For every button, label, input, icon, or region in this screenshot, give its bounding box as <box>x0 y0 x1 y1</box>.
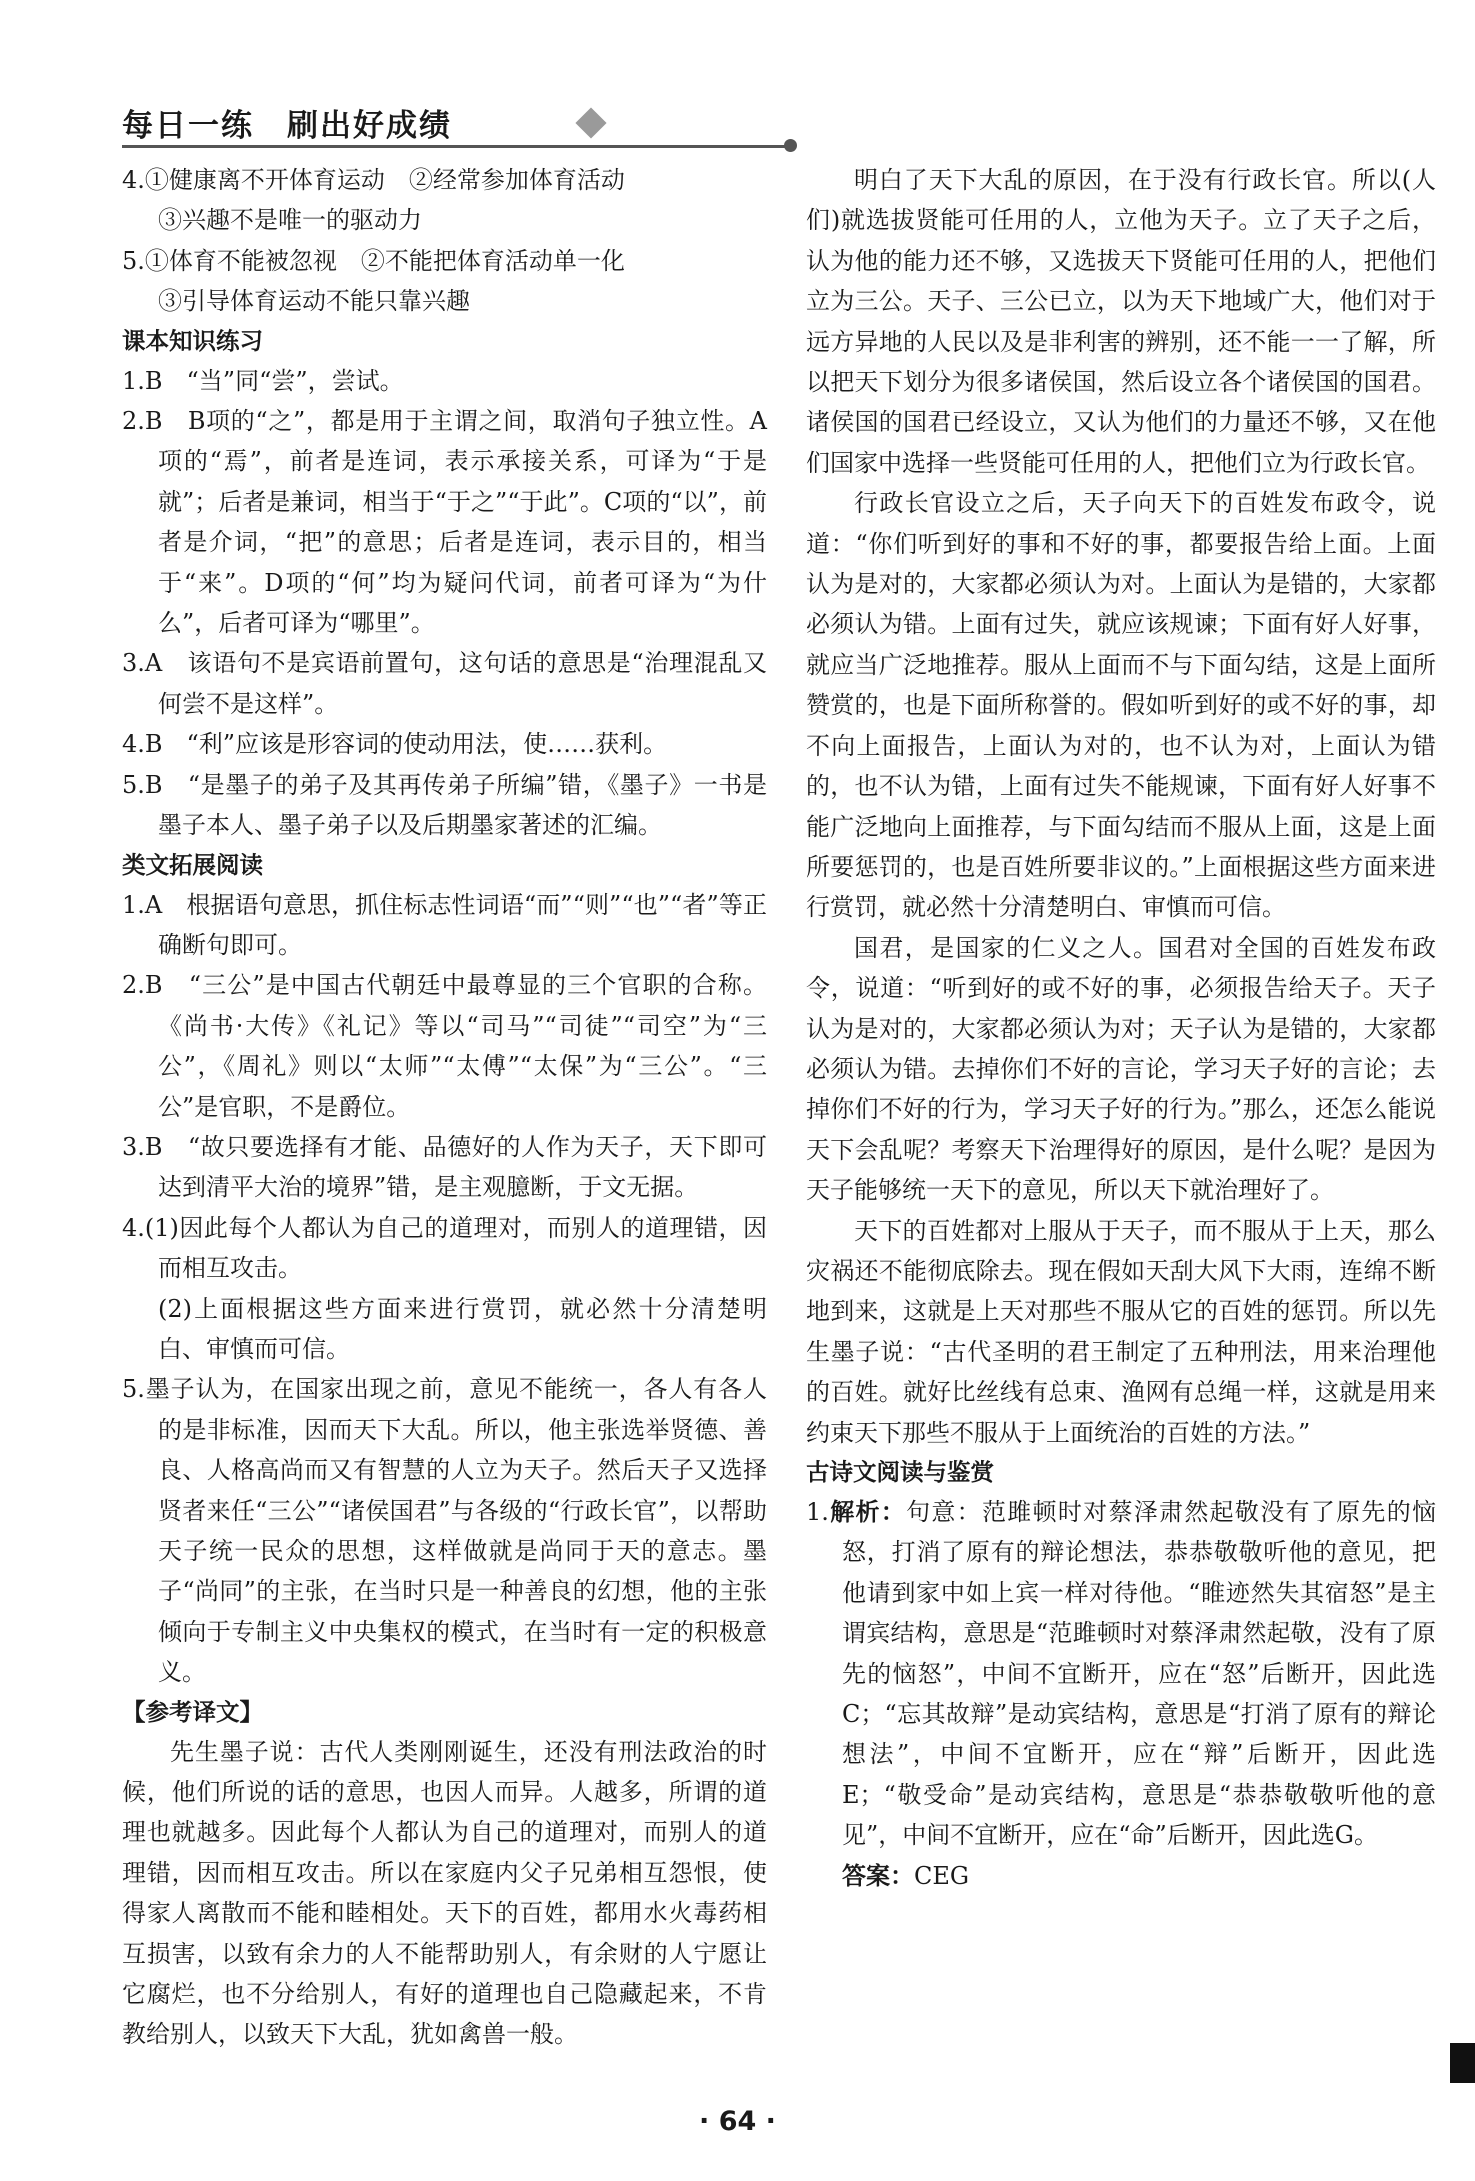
answer-q5: 5.①体育不能被忽视 ②不能把体育活动单一化 <box>122 246 625 275</box>
section-heading-extended: 类文拓展阅读 <box>122 850 263 879</box>
extended-answer-4-1: 4.(1)因此每个人都认为自己的道理对，而别人的道理错，因而相互攻击。 <box>122 1213 767 1283</box>
section-heading-poetry: 古诗文阅读与鉴赏 <box>806 1458 994 1486</box>
translation-paragraph-5: 天下的百姓都对上服从于天子，而不服从于上天，那么灾祸还不能彻底除去。现在假如天刮大风下大雨，连绵不断地到来，这就是上天对那些不服从它的百姓的惩罚。所以先生墨子说：“古代圣明的君王制定了五种刑法，用来治理他的百姓。就好比丝线有总束、渔网有总绳一样，这就是用来约束天下那些不服从于上面统治的百姓的方法。” <box>806 1216 1436 1447</box>
extended-answer-4-2: (2)上面根据这些方面来进行赏罚，就必然十分清楚明白、审慎而可信。 <box>158 1294 767 1363</box>
extended-answer-3: 3.B “故只要选择有才能、品德好的人作为天子，天下即可达到清平大治的境界”错，是主观臆断，于文无据。 <box>122 1132 767 1202</box>
header-rule <box>122 145 792 148</box>
analysis-text: 句意：范雎顿时对蔡泽肃然起敬没有了原先的恼怒，打消了原有的辩论想法，恭恭敬敬听他的意见，把他请到家中如上宾一样对待他。“睢迹然失其宿怒”是主谓宾结构，意思是“范雎顿时对蔡泽肃然起敬，没有了原先的恼怒”，中间不宜断开，应在“怒”后断开，因此选C；“忘其故辩”是动宾结构，意思是“打消了原有的辩论想法”，中间不宜断开，应在“辩”后断开，因此选E；“敬受命”是动宾结构，意思是“恭恭敬敬听他的意见”，中间不宜断开，应在“命”后断开，因此选G。 <box>842 1498 1437 1850</box>
poetry-answer-key <box>806 1856 1436 1896</box>
answer-q5-cont: ③引导体育运动不能只靠兴趣 <box>158 287 470 316</box>
translation-paragraph-3: 行政长官设立之后，天子向天下的百姓发布政令，说道：“你们听到好的事和不好的事，都要报告给上面。上面认为是对的，大家都必须认为对。上面认为是错的，大家都必须认为错。上面有过失，就应该规谏；下面有好人好事，就应当广泛地推荐。服从上面而不与下面勾结，这是上面所赞赏的，也是下面所称誉的。假如听到好的或不好的事，却不向上面报告，上面认为对的，也不认为对，上面认为错的，也不认为错，上面有过失不能规谏，下面有好人好事不能广泛地向上面推荐，与下面勾结而不服从上面，这是上面所要惩罚的，也是百姓所要非议的。”上面根据这些方面来进行赏罚，就必然十分清楚明白、审慎而可信。 <box>806 489 1436 922</box>
page-header <box>122 100 802 150</box>
translation-paragraph-2: 明白了天下大乱的原因，在于没有行政长官。所以(人们)就选拔贤能可任用的人，立他为天子。立了天子之后，认为他的能力还不够，又选拔天下贤能可任用的人，把他们立为三公。天子、三公已立，以为天下地域广大，他们对于远方异地的人民以及是非利害的辨别，还不能一一了解，所以把天下划分为很多诸侯国，然后设立各个诸侯国的国君。诸侯国的国君已经设立，又认为他们的力量还不够，又在他们国家中选择一些贤能可任用的人，把他们立为行政长官。 <box>806 166 1436 477</box>
answer-label: 答案： <box>842 1861 914 1890</box>
analysis-label: 解析： <box>828 1498 907 1526</box>
textbook-answer-3: 3.A 该语句不是宾语前置句，这句话的意思是“治理混乱又何尝不是这样”。 <box>122 649 767 718</box>
poetry-answer-1 <box>806 1492 1436 1856</box>
reference-translation-heading: 【参考译文】 <box>122 1697 263 1726</box>
right-column <box>806 160 1436 1896</box>
answer-text: CEG <box>914 1861 970 1890</box>
header-title: 每日一练 刷出好成绩 <box>122 108 452 144</box>
translation-paragraph-4: 国君，是国家的仁义之人。国君对全国的百姓发布政令，说道：“听到好的或不好的事，必须报告给天子。天子认为是对的，大家都必须认为对；天子认为是错的，大家都必须认为错。去掉你们不好的言论，学习天子好的言论；去掉你们不好的行为，学习天子好的行为。”那么，还怎么能说天下会乱呢？考察天下治理得好的原因，是什么呢？是因为天子能够统一天下的意见，所以天下就治理好了。 <box>806 933 1436 1205</box>
diamond-icon <box>575 107 606 138</box>
extended-answer-5: 5.墨子认为，在国家出现之前，意见不能统一，各人有各人的是非标准，因而天下大乱。所以，他主张选举贤德、善良、人格高尚而又有智慧的人立为天子。然后天子又选择贤者来任“三公”“诸侯国君”与各级的“行政长官”，以帮助天子统一民众的思想，这样做就是尚同于天的意志。墨子“尚同”的主张，在当时只是一种善良的幻想，他的主张倾向于专制主义中央集权的模式，在当时有一定的积极意义。 <box>122 1375 767 1687</box>
section-heading-textbook: 课本知识练习 <box>122 326 263 355</box>
textbook-answer-1: 1.B “当”同“尝”，尝试。 <box>122 366 404 395</box>
translation-paragraph-1: 先生墨子说：古代人类刚刚诞生，还没有刑法政治的时候，他们所说的话的意思，也因人而异。人越多，所谓的道理也就越多。因此每个人都认为自己的道理对，而别人的道理错，因而相互攻击。所以在家庭内父子兄弟相互怨恨，使得家人离散而不能和睦相处。天下的百姓，都用水火毒药相互损害，以致有余力的人不能帮助别人，有余财的人宁愿让它腐烂，也不分给别人，有好的道理也自己隐藏起来，不肯教给别人，以致天下大乱，犹如禽兽一般。 <box>122 1737 767 2049</box>
extended-answer-2: 2.B “三公”是中国古代朝廷中最尊显的三个官职的合称。《尚书·大传》《礼记》等以“司马”“司徒”“司空”为“三公”，《周礼》则以“太师”“太傅”“太保”为“三公”。“三公”是官职，不是爵位。 <box>122 971 767 1121</box>
page-edge-tab <box>1450 2043 1475 2083</box>
header-dot-icon <box>784 139 797 152</box>
answer-q4-cont: ③兴趣不是唯一的驱动力 <box>158 206 422 235</box>
left-column <box>122 160 767 2055</box>
page-number: · 64 · <box>699 2106 776 2137</box>
textbook-answer-4: 4.B “利”应该是形容词的使动用法，使……获利。 <box>122 730 668 759</box>
answer-q4: 4.①健康离不开体育运动 ②经常参加体育活动 <box>122 166 625 194</box>
textbook-answer-5: 5.B “是墨子的弟子及其再传弟子所编”错，《墨子》一书是墨子本人、墨子弟子以及后期墨家著述的汇编。 <box>122 770 767 840</box>
textbook-answer-2: 2.B B项的“之”，都是用于主谓之间，取消句子独立性。A项的“焉”，前者是连词，表示承接关系，可译为“于是就”；后者是兼词，相当于“于之”“于此”。C项的“以”，前者是介词，“把”的意思；后者是连词，表示目的，相当于“来”。D项的“何”均为疑问代词，前者可译为“为什么”，后者可译为“哪里”。 <box>122 407 767 638</box>
extended-answer-1: 1.A 根据语句意思，抓住标志性词语“而”“则”“也”“者”等正确断句即可。 <box>122 890 767 959</box>
question-number: 1. <box>806 1498 829 1526</box>
